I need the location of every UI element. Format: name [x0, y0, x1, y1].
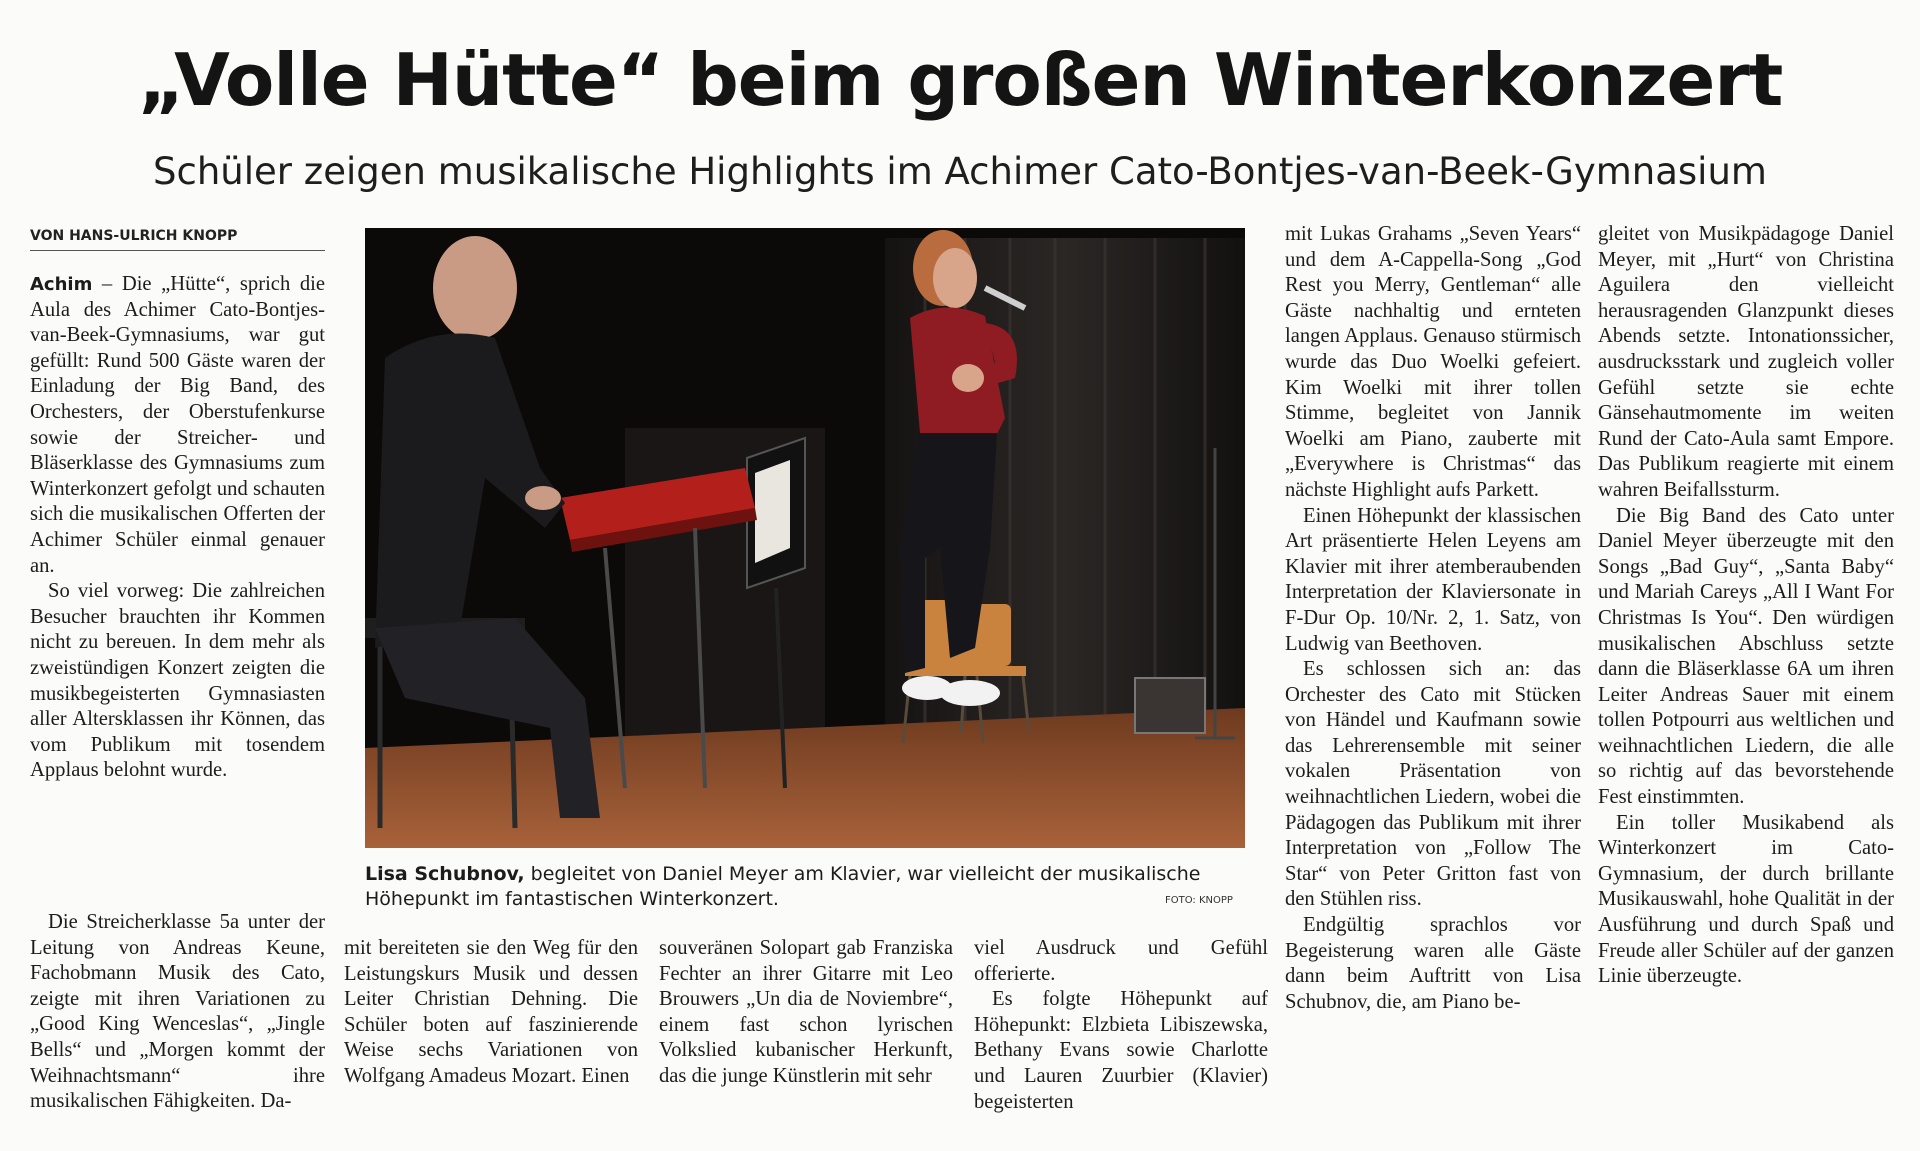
amplifier — [1135, 678, 1205, 733]
paragraph: Die Big Band des Cato unter Daniel Meyer überzeugte mit den Songs „Bad Guy“, „Santa Baby“ und Mariah Careys „All I Want For Christmas Is You“. Den würdigen musikalischen Abschluss setzte dann die Bläserklasse 6A um ihren Leiter Andreas Sauer mit einem tollen Potpourri aus weltlichen und weihnachtlichen Liedern, die alle so richtig auf das bevorstehende Fest einstimmten. — [1598, 504, 1894, 809]
caption-text: begleitet von Daniel Meyer am Klavier, war vielleicht der musikalische Höhepunkt im fantastischen Winterkonzert. — [365, 863, 1201, 910]
article-column-1-lower — [30, 910, 325, 1115]
photo-caption — [365, 862, 1245, 912]
article-column-6 — [1598, 222, 1894, 990]
paragraph: Es schlossen sich an: das Orchester des Cato mit Stücken von Händel und Kaufmann sowie das Lehrerensemble mit seiner vokalen Präsentation von weihnachtlichen Liedern, wobei die Pädagogen das Publikum mit ihrer Interpretation von „Follow The Star“ von Peter Gritton fast von den Stühlen riss. — [1285, 658, 1581, 911]
paragraph: Einen Höhepunkt der klassischen Art präsentierte Helen Leyens am Klavier mit ihrer atemberaubenden Interpretation der Klaviersonate in F-Dur Op. 10/Nr. 2, 1. Satz, von Ludwig van Beethoven. — [1285, 504, 1581, 655]
paragraph: Ein toller Musikabend als Winterkonzert im Cato-Gymnasium, der durch brillante Musikauswahl, hohe Qualität in der Ausführung und durch Spaß und Freude aller Schüler auf der ganzen Linie überzeugte. — [1598, 811, 1894, 988]
headline: „Volle Hütte“ beim großen Winterkonzert — [137, 38, 1783, 122]
article-column-5 — [1285, 222, 1581, 1015]
caption-name: Lisa Schubnov, — [365, 863, 525, 885]
article-column-1 — [30, 272, 325, 784]
paragraph: gleitet von Musikpädagoge Daniel Meyer, mit „Hurt“ von Christina Aguilera den vielleicht herausragenden Glanzpunkt dieses Abends setzte. Intonationssicher, ausdrucksstark und zugleich voller Gefühl setzte sie echte Gänsehautmomente im weiten Rund der Cato-Aula samt Empore. Das Publikum reagierte mit einem wahren Beifallssturm. — [1598, 223, 1894, 501]
paragraph: viel Ausdruck und Gefühl offerierte. — [974, 937, 1268, 985]
paragraph: Die Streicherklasse 5a unter der Leitung von Andreas Keune, Fachobmann Musik des Cato, zeigte mit ihren Variationen zu „Good King Wenceslas“, „Jingle Bells“ und „Morgen kommt der Weihnachtsmann“ ihre musikalischen Fähigkeiten. Da- — [30, 911, 325, 1113]
article-column-3 — [659, 936, 953, 1090]
paragraph: mit bereiteten sie den Weg für den Leistungskurs Musik und dessen Leiter Christian Dehning. Die Schüler boten auf faszinierende Weise sechs Variationen von Wolfgang Amadeus Mozart. Einen — [344, 937, 638, 1087]
paragraph: mit Lukas Grahams „Seven Years“ und dem A-Cappella-Song „God Rest you Merry, Gentleman“ alle Gäste nachhaltig und ernteten langen Applaus. Genauso stürmisch wurde das Duo Woelki gefeiert. Kim Woelki mit ihrer tollen Stimme, begleitet von Jannik Woelki am Piano, zauberte mit „Everywhere is Christmas“ das nächste Highlight aufs Parkett. — [1285, 223, 1581, 501]
paragraph-text: – Die „Hütte“, sprich die Aula des Achimer Cato-Bontjes-van-Beek-Gymnasiums, war gut gefüllt: Rund 500 Gäste waren der Einladung der Big Band, des Orchesters, der Oberstufenkurse sowie der Streicher- und Bläserklasse des Gymnasiums zum Winterkonzert gefolgt und schauten sich die musikalischen Offerten der Achimer Schüler einmal genauer an. — [30, 273, 325, 577]
article-column-2 — [344, 936, 638, 1090]
paragraph: Endgültig sprachlos vor Begeisterung waren alle Gäste dann beim Auftritt von Lisa Schubnov, die, am Piano be- — [1285, 914, 1581, 1013]
concert-photo — [365, 228, 1245, 848]
article-column-4 — [974, 936, 1268, 1115]
dateline: Achim — [30, 274, 93, 295]
sheet-music — [755, 460, 790, 563]
paragraph: souveränen Solopart gab Franziska Fechter an ihrer Gitarre mit Leo Brouwers „Un dia de Noviembre“, einem fast schon lyrischen Volkslied kubanischer Herkunft, das die junge Künstlerin mit sehr — [659, 937, 953, 1087]
photo-credit: FOTO: KNOPP — [1165, 895, 1233, 906]
byline: VON HANS-ULRICH KNOPP — [30, 228, 325, 251]
paragraph — [30, 272, 325, 579]
concert-photo-illustration — [365, 228, 1245, 848]
subheadline: Schüler zeigen musikalische Highlights im Achimer Cato-Bontjes-van-Beek-Gymnasium — [153, 150, 1767, 193]
paragraph: So viel vorweg: Die zahlreichen Besucher brauchten ihr Kommen nicht zu bereuen. In dem mehr als zweistündigen Konzert zeigten die musikbegeisterten Gymnasiasten aller Altersklassen ihr Können, das vom Publikum mit tosendem Applaus belohnt wurde. — [30, 580, 325, 782]
paragraph: Es folgte Höhepunkt auf Höhepunkt: Elzbieta Libiszewska, Bethany Evans sowie Charlotte und Lauren Zuurbier (Klavier) begeisterten — [974, 988, 1268, 1113]
